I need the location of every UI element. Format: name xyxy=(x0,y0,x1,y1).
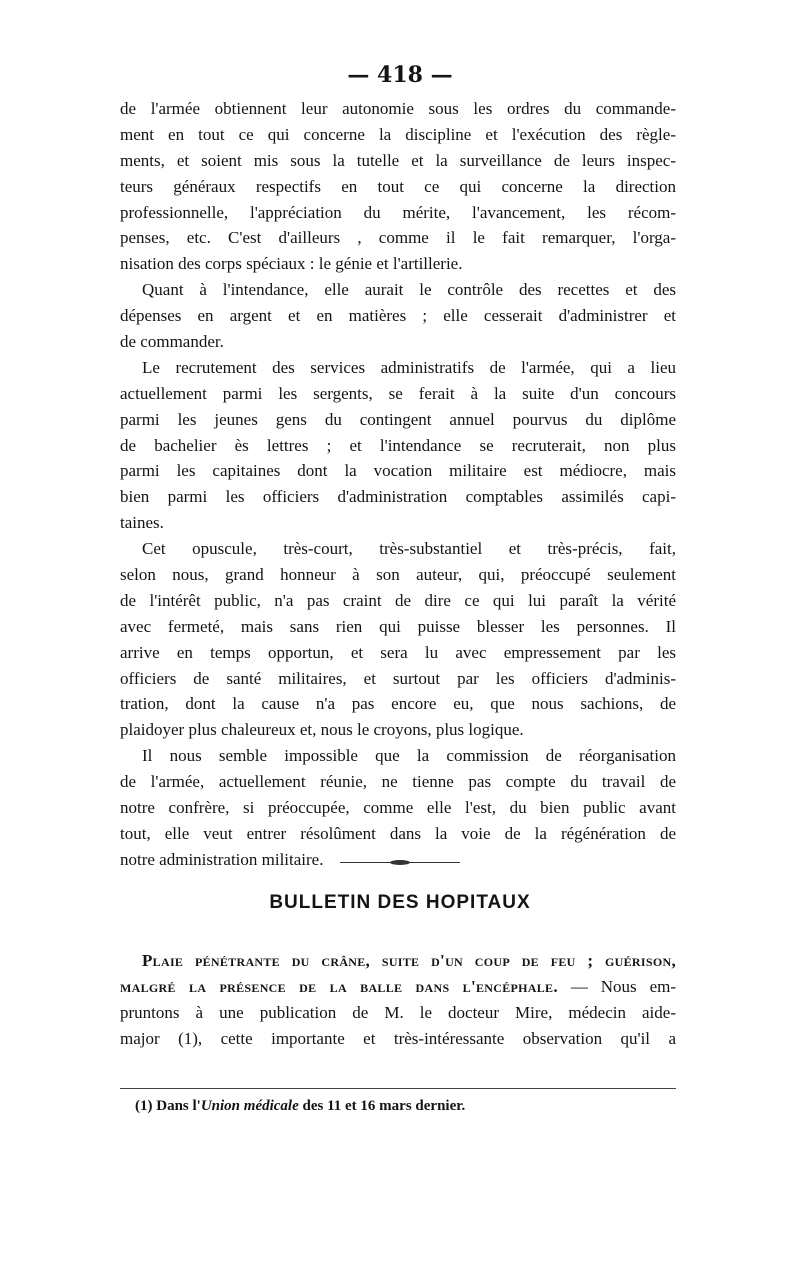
bulletin-entry xyxy=(120,948,676,1052)
footnote xyxy=(135,1098,655,1115)
text-line: penses, etc. C'est d'ailleurs , comme il le fait remarquer, l'orga- xyxy=(120,228,676,248)
text-line: dépenses en argent et en matières ; elle cesserait d'administrer et xyxy=(120,306,676,326)
bulletin-heading-caps: malgré la présence de la balle dans l'encéphale. xyxy=(120,976,558,996)
text-line: plaidoyer plus chaleureux et, nous le croyons, plus logique. xyxy=(120,720,524,740)
text-line: Quant à l'intendance, elle aurait le contrôle des recettes et des xyxy=(142,280,676,300)
text-line: selon nous, grand honneur à son auteur, qui, préoccupé seulement xyxy=(120,565,676,585)
page-number: — 418 — xyxy=(347,62,453,88)
footnote-rule xyxy=(120,1088,676,1089)
main-text xyxy=(120,96,676,873)
text-line: de l'armée obtiennent leur autonomie sous les ordres du commande- xyxy=(120,99,676,118)
text-line: arrive en temps opportun, et sera lu avec empressement par les xyxy=(120,642,676,662)
bulletin-text-line: major (1), cette importante et très-intéressante observation qu'il a xyxy=(120,1028,676,1048)
text-line: tration, dont la cause n'a pas encore eu, que nous sachions, de xyxy=(120,694,676,714)
footnote-text: des 11 et 16 mars dernier. xyxy=(298,1098,466,1114)
footnote-marker: (1) Dans l' xyxy=(135,1098,201,1114)
bulletin-heading-caps: Plaie pénétrante du crâne, suite d'un coup de feu ; guérison, xyxy=(142,951,676,970)
text-line: actuellement parmi les sergents, se ferait à la suite d'un concours xyxy=(120,383,676,403)
text-line: ment en tout ce qui concerne la discipline et l'exécution des règle- xyxy=(120,124,676,144)
text-line: taines. xyxy=(120,513,164,533)
text-line: bien parmi les officiers d'administration comptables assimilés capi- xyxy=(120,487,676,507)
text-line: notre confrère, si préoccupée, comme elle l'est, du bien public avant xyxy=(120,798,676,818)
text-line: Cet opuscule, très-court, très-substantiel et très-précis, fait, xyxy=(142,539,676,559)
text-line: de bachelier ès lettres ; et l'intendance se recruterait, non plus xyxy=(120,435,676,455)
text-line: parmi les jeunes gens du contingent annuel pourvus du diplôme xyxy=(120,409,676,429)
text-line: de l'armée, actuellement réunie, ne tienne pas compte du travail de xyxy=(120,772,676,792)
text-line: teurs généraux respectifs en tout ce qui concerne la direction xyxy=(120,176,676,196)
text-line: Le recrutement des services administratifs de l'armée, qui a lieu xyxy=(142,357,676,377)
text-line: ments, et soient mis sous la tutelle et la surveillance de leurs inspec- xyxy=(120,150,676,170)
section-title: BULLETIN DES HOPITAUX xyxy=(269,892,531,913)
text-line: professionnelle, l'appréciation du mérite, l'avancement, les récom- xyxy=(120,202,676,222)
bulletin-text-line: pruntons à une publication de M. le docteur Mire, médecin aide- xyxy=(120,1002,676,1022)
text-line: nisation des corps spéciaux : le génie et l'artillerie. xyxy=(120,254,463,274)
text-line: de commander. xyxy=(120,332,224,352)
text-line: tout, elle veut entrer résolûment dans la voie de la régénération de xyxy=(120,823,676,843)
text-line: de l'intérêt public, n'a pas craint de dire ce qui lui paraît la vérité xyxy=(120,590,676,610)
text-line: avec fermeté, mais sans rien qui puisse blesser les personnes. Il xyxy=(120,616,676,636)
ornamental-rule xyxy=(340,862,460,863)
footnote-journal: Union médicale xyxy=(200,1098,299,1114)
bulletin-heading-line xyxy=(120,948,676,974)
bulletin-text-line xyxy=(120,974,676,1000)
text-line: notre administration militaire. xyxy=(120,849,324,869)
text-line: Il nous semble impossible que la commission de réorganisation xyxy=(142,746,676,766)
text-line: officiers de santé militaires, et surtout par les officiers d'adminis- xyxy=(120,668,676,688)
text-line: parmi les capitaines dont la vocation militaire est médiocre, mais xyxy=(120,461,676,481)
bulletin-text: — Nous em- xyxy=(557,976,676,996)
